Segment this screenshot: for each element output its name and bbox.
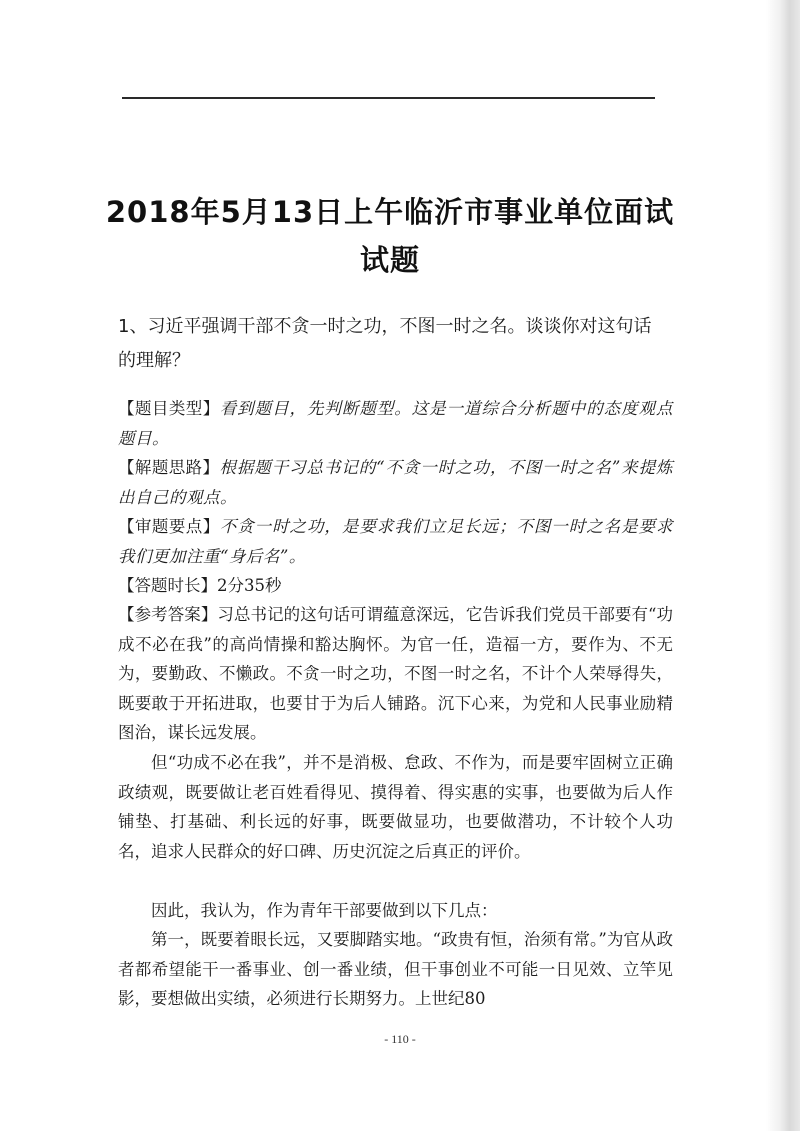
answer-time-text: 2分35秒 [217,576,282,595]
reference-answer-paragraph-2: 但“功成不必在我”，并不是消极、怠政、不作为，而是要牢固树立正确政绩观，既要做让老百姓看得见、摸得着、得实惠的实事，也要做为后人作铺垫、打基础、利长远的好事，既要做显功，也要做潜功，不计较个人功名，追求人民群众的好口碑、历史沉淀之后真正的评价。 [118,753,673,861]
question-type-label: 【题目类型】 [118,399,220,418]
header-rule [122,97,655,99]
question-line-1: 1、习近平强调干部不贪一时之功，不图一时之名。谈谈你对这句话 [118,316,652,337]
solving-idea-text: 根据题干习总书记的“不贪一时之功，不图一时之名”来提炼出自己的观点。 [118,458,674,507]
question-type-section [118,394,673,453]
answer-time-label: 【答题时长】 [118,576,217,595]
scan-shadow-edge [766,0,800,1131]
reference-answer-label: 【参考答案】 [118,605,218,624]
page-number: - 110 - [384,1032,416,1046]
key-points-label: 【审题要点】 [118,517,220,536]
key-points-text: 不贪一时之功，是要求我们立足长远；不图一时之名是要求我们更加注重“身后名”。 [118,517,674,566]
answer-time-section [118,571,673,601]
solving-idea-section [118,453,673,512]
question-type-text: 看到题目，先判断题型。这是一道综合分析题中的态度观点题目。 [118,399,674,448]
reference-answer-paragraph-3: 因此，我认为，作为青年干部要做到以下几点： [151,901,498,920]
solving-idea-label: 【解题思路】 [118,458,220,477]
reference-answer-section [118,600,673,748]
page-title-line-1: 2018年5月13日上午临沂市事业单位面试 [105,195,675,229]
reference-answer-paragraph-4: 第一，既要着眼长远，又要脚踏实地。“政贵有恒，治须有常。”为官从政者都希望能干一番事业、创一番业绩，但干事创业不可能一日见效、立竿见影，要想做出实绩，必须进行长期努力。上世纪80 [118,930,673,1008]
page-title-line-2: 试题 [359,243,420,277]
reference-answer-paragraph-1: 习总书记的这句话可谓蕴意深远，它告诉我们党员干部要有“功成不必在我”的高尚情操和豁达胸怀。为官一任，造福一方，要作为、不无为，要勤政、不懒政。不贪一时之功，不图一时之名，不计个人荣辱得失，既要敢于开拓进取，也要甘于为后人铺路。沉下心来，为党和人民事业励精图治，谋长远发展。 [118,605,673,742]
key-points-section [118,512,673,571]
question-line-2: 的理解？ [118,350,190,371]
